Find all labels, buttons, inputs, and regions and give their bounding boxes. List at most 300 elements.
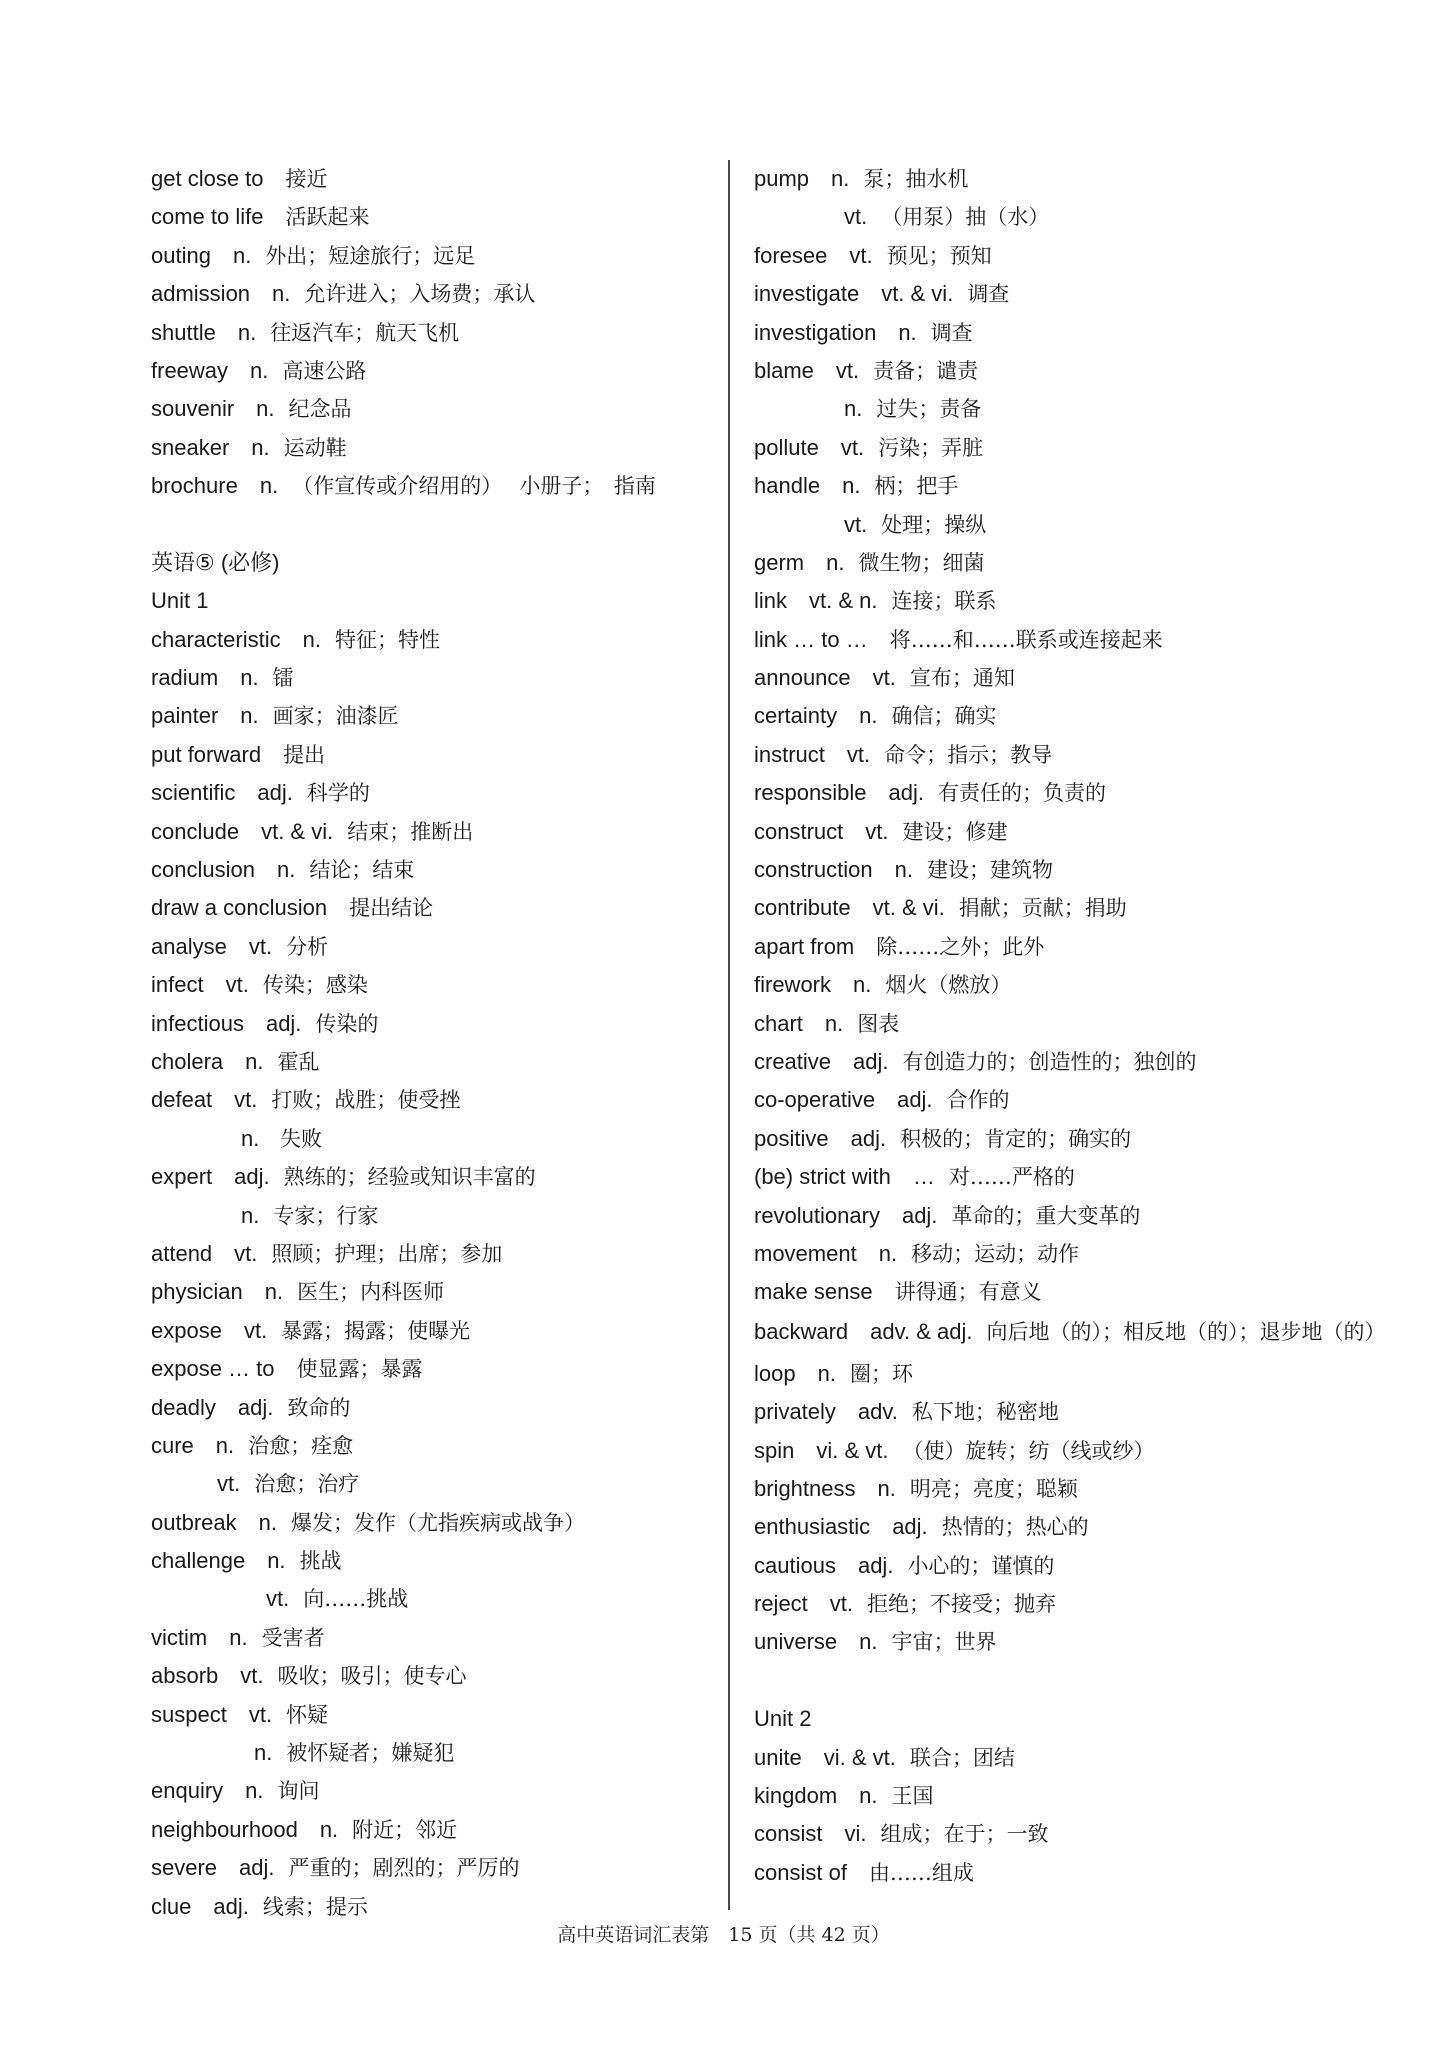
vocab-meaning: 特征；特性 <box>334 627 440 652</box>
part-of-speech: vt. <box>835 357 860 383</box>
vocab-entry <box>151 544 711 582</box>
part-of-speech: n. <box>245 1778 264 1804</box>
vocab-entry <box>151 275 711 313</box>
vocab-entry <box>754 1854 1394 1892</box>
vocab-entry <box>754 1005 1394 1043</box>
vocab-word: consist of <box>754 1859 847 1885</box>
vocab-entry <box>151 774 711 812</box>
part-of-speech: vt. <box>849 242 873 268</box>
part-of-speech: vi. & vt. <box>823 1744 896 1770</box>
part-of-speech: adv. <box>857 1399 898 1425</box>
vocab-word: kingdom <box>754 1783 838 1809</box>
vocab-word: construction <box>754 857 873 883</box>
vocab-entry <box>151 1811 711 1849</box>
vocab-entry <box>151 851 711 889</box>
vocab-meaning: 向……挑战 <box>303 1587 409 1612</box>
vocab-word: 英语⑤ (必修) <box>151 549 280 575</box>
vocab-word: consist <box>754 1821 823 1847</box>
vocab-word: brochure <box>151 473 238 499</box>
vocab-entry <box>151 928 711 966</box>
vocab-meaning: 图表 <box>857 1011 900 1036</box>
spacer <box>151 506 711 544</box>
vocab-meaning: 革命的；重大变革的 <box>951 1203 1141 1228</box>
spacer <box>754 1662 1394 1700</box>
vocab-meaning: 传染；感染 <box>262 973 368 998</box>
vocab-meaning: 受害者 <box>261 1625 325 1650</box>
vocab-word: challenge <box>151 1548 246 1574</box>
vocab-entry <box>151 390 711 428</box>
part-of-speech: n. <box>259 473 279 499</box>
vocab-word: privately <box>754 1399 836 1425</box>
vocab-meaning: 专家；行家 <box>273 1203 379 1228</box>
vocab-entry <box>151 621 711 659</box>
vocab-meaning: 组成；在于；一致 <box>880 1822 1049 1847</box>
vocab-word: admission <box>151 281 251 307</box>
vocab-meaning: 除……之外；此外 <box>876 934 1045 959</box>
vocab-meaning: 往返汽车；航天飞机 <box>270 320 460 345</box>
part-of-speech: adj. <box>850 1125 887 1151</box>
vocab-entry <box>754 966 1394 1004</box>
vocab-word: construct <box>754 818 844 844</box>
vocab-word: characteristic <box>151 626 281 652</box>
part-of-speech: adj. <box>888 780 924 806</box>
vocab-word: instruct <box>754 741 825 767</box>
vocab-entry <box>151 889 711 927</box>
vocab-word: absorb <box>151 1663 219 1689</box>
vocab-meaning: 确信；确实 <box>891 704 997 729</box>
vocab-entry <box>754 275 1394 313</box>
vocab-entry <box>151 1580 711 1618</box>
part-of-speech: n. <box>256 396 275 422</box>
part-of-speech: vt. <box>234 1240 258 1266</box>
vocab-entry <box>151 467 711 505</box>
vocab-word: outbreak <box>151 1509 237 1535</box>
vocab-word: positive <box>754 1125 829 1151</box>
vocab-meaning: 处理；操纵 <box>881 512 987 537</box>
part-of-speech: n. <box>254 1740 273 1766</box>
vocab-entry <box>151 1542 711 1580</box>
vocab-entry <box>151 352 711 390</box>
vocab-entry <box>151 1312 711 1350</box>
vocab-word: backward <box>754 1318 849 1344</box>
part-of-speech: adj. <box>234 1164 270 1190</box>
part-of-speech: vt. <box>846 741 871 767</box>
vocab-entry <box>151 1389 711 1427</box>
part-of-speech: n. <box>853 972 872 998</box>
vocab-meaning: 柄；把手 <box>874 474 959 499</box>
part-of-speech: n. <box>831 166 850 191</box>
part-of-speech: adj. <box>901 1202 938 1228</box>
part-of-speech: n. <box>878 1240 898 1266</box>
vocab-entry <box>151 429 711 467</box>
vocab-meaning: 熟练的；经验或知识丰富的 <box>283 1165 536 1190</box>
part-of-speech: n. <box>215 1432 235 1458</box>
part-of-speech: n. <box>824 1010 844 1036</box>
vocab-entry <box>754 813 1394 851</box>
vocab-meaning: 提出结论 <box>349 896 434 921</box>
part-of-speech: n. <box>859 1629 878 1655</box>
vocab-meaning: 线索；提示 <box>262 1894 368 1919</box>
vocab-meaning: 积极的；肯定的；确实的 <box>900 1126 1132 1151</box>
part-of-speech: n. <box>842 473 861 499</box>
part-of-speech: n. <box>877 1475 896 1501</box>
vocab-entry <box>754 697 1394 735</box>
part-of-speech: n. <box>319 1816 339 1842</box>
vocab-entry <box>151 1235 711 1273</box>
vocab-meaning: 霍乱 <box>277 1049 320 1074</box>
part-of-speech: n. <box>241 1202 260 1228</box>
vocab-entry <box>754 1081 1394 1119</box>
vocab-meaning: 对……严格的 <box>948 1165 1075 1190</box>
vocab-word: handle <box>754 473 821 499</box>
part-of-speech: adj. <box>265 1010 302 1036</box>
vocab-meaning: 医生；内科医师 <box>297 1280 445 1305</box>
vocab-entry <box>754 1235 1394 1273</box>
part-of-speech: vt. <box>829 1591 854 1617</box>
part-of-speech: vt. & vi. <box>881 281 954 307</box>
part-of-speech: n. <box>826 549 845 575</box>
part-of-speech: adj. <box>237 1394 274 1420</box>
vocab-entry <box>151 1081 711 1119</box>
part-of-speech: vt. <box>225 972 249 998</box>
part-of-speech: n. <box>817 1360 836 1386</box>
vocab-word: investigation <box>754 319 877 345</box>
vocab-word: clue <box>151 1893 192 1919</box>
part-of-speech: adj. <box>239 1855 275 1881</box>
vocab-word: shuttle <box>151 319 216 345</box>
vocab-word: brightness <box>754 1475 856 1501</box>
vocab-entry <box>151 1734 711 1772</box>
vocab-word: cure <box>151 1432 194 1458</box>
vocab-word: suspect <box>151 1701 227 1727</box>
vocab-word: chart <box>754 1010 803 1036</box>
part-of-speech: vt. & vi. <box>261 818 334 844</box>
vocab-meaning: 怀疑 <box>286 1702 329 1727</box>
vocab-meaning: 附近；邻近 <box>352 1817 458 1842</box>
vocab-meaning: 严重的；剧烈的；严厉的 <box>288 1856 520 1881</box>
part-of-speech: vt. <box>844 204 868 230</box>
vocab-meaning: 科学的 <box>306 781 370 806</box>
vocab-entry <box>754 851 1394 889</box>
vocab-word: cholera <box>151 1048 224 1074</box>
vocab-entry <box>151 1427 711 1465</box>
part-of-speech: n. <box>251 434 270 460</box>
part-of-speech: adj. <box>853 1048 889 1074</box>
vocab-meaning: 治愈；治疗 <box>254 1472 360 1497</box>
vocab-word: deadly <box>151 1394 216 1420</box>
part-of-speech: vt. <box>872 665 896 691</box>
vocab-word: come to life <box>151 204 264 230</box>
vocab-word: movement <box>754 1240 857 1266</box>
vocab-word: conclusion <box>151 857 255 883</box>
vocab-entry <box>754 544 1394 582</box>
vocab-word: announce <box>754 665 851 691</box>
part-of-speech: n. <box>232 242 252 268</box>
vocab-meaning: 挑战 <box>299 1549 342 1574</box>
vocab-word: neighbourhood <box>151 1816 298 1842</box>
vocab-entry <box>754 889 1394 927</box>
vocab-word: responsible <box>754 780 867 806</box>
vocab-meaning: 镭 <box>272 666 294 691</box>
vocab-meaning: 命令；指示；教导 <box>884 742 1053 767</box>
vocab-word: pollute <box>754 434 819 460</box>
vocab-meaning: 被怀疑者；嫌疑犯 <box>286 1741 455 1766</box>
vocab-word: expose <box>151 1317 222 1343</box>
vocab-word: firework <box>754 972 832 998</box>
vocab-entry <box>754 582 1394 620</box>
vocab-meaning: 使显露；暴露 <box>296 1357 423 1382</box>
vocab-meaning: 向后地（的）；相反地（的）；退步地（的） <box>986 1319 1386 1344</box>
vocab-meaning: （作宣传或介绍用的） 小册子； 指南 <box>292 474 656 499</box>
right-column <box>754 160 1394 1892</box>
vocab-entry <box>754 1739 1394 1777</box>
vocab-word: infect <box>151 972 204 998</box>
vocab-entry <box>754 1312 1394 1355</box>
vocab-meaning: 热情的；热心的 <box>941 1515 1089 1540</box>
vocab-meaning: 污染；弄脏 <box>878 435 984 460</box>
vocab-meaning: 高速公路 <box>282 358 367 383</box>
vocab-meaning: （使）旋转；纺（线或纱） <box>902 1438 1155 1463</box>
part-of-speech: adj. <box>897 1087 933 1113</box>
vocab-meaning: 小心的；谨慎的 <box>907 1553 1055 1578</box>
vocab-word: universe <box>754 1629 838 1655</box>
part-of-speech: n. <box>844 396 863 422</box>
vocab-entry <box>754 1158 1394 1196</box>
vocab-meaning: 传染的 <box>315 1011 379 1036</box>
vocab-entry <box>151 1043 711 1081</box>
vocab-word: certainty <box>754 703 838 729</box>
part-of-speech: adj. <box>892 1514 928 1540</box>
vocab-word: foresee <box>754 242 828 268</box>
part-of-speech: n. <box>276 857 296 883</box>
vocab-entry <box>151 1197 711 1235</box>
vocab-entry <box>151 1465 711 1503</box>
vocab-entry <box>754 928 1394 966</box>
vocab-entry <box>151 1273 711 1311</box>
vocab-word: apart from <box>754 933 855 959</box>
part-of-speech: vt. <box>840 434 865 460</box>
vocab-entry <box>754 467 1394 505</box>
vocab-meaning: 暴露；揭露；使曝光 <box>281 1318 471 1343</box>
part-of-speech: adj. <box>257 780 293 806</box>
vocab-meaning: 允许进入；入场费；承认 <box>304 282 536 307</box>
vocab-entry <box>754 352 1394 390</box>
part-of-speech: … <box>912 1164 935 1190</box>
vocab-word: Unit 1 <box>151 588 209 614</box>
vocab-entry <box>754 1470 1394 1508</box>
vocab-meaning: 活跃起来 <box>285 205 370 230</box>
vocab-word: contribute <box>754 895 851 921</box>
part-of-speech: adv. & adj. <box>870 1318 973 1344</box>
vocab-meaning: 失败 <box>273 1126 323 1151</box>
vocab-word: sneaker <box>151 434 230 460</box>
vocab-meaning: 拒绝；不接受；抛弃 <box>867 1592 1057 1617</box>
vocab-word: analyse <box>151 933 227 959</box>
column-divider <box>728 160 730 1910</box>
vocab-meaning: （用泵）抽（水） <box>881 205 1050 230</box>
vocab-word: radium <box>151 665 219 691</box>
part-of-speech: n. <box>241 1125 260 1151</box>
vocab-entry <box>151 198 711 236</box>
part-of-speech: n. <box>859 1783 878 1809</box>
vocab-word: victim <box>151 1624 208 1650</box>
part-of-speech: vi. & vt. <box>816 1437 889 1463</box>
part-of-speech: vt. <box>248 933 273 959</box>
vocab-entry <box>151 237 711 275</box>
vocab-meaning: 联合；团结 <box>909 1745 1015 1770</box>
vocab-meaning: 调查 <box>967 282 1010 307</box>
vocab-meaning: 致命的 <box>287 1395 351 1420</box>
vocab-meaning: 分析 <box>286 934 329 959</box>
part-of-speech: n. <box>258 1509 277 1535</box>
vocab-meaning: 圈；环 <box>849 1361 913 1386</box>
vocab-meaning: 合作的 <box>946 1088 1010 1113</box>
vocab-meaning: 运动鞋 <box>283 435 347 460</box>
vocab-word: germ <box>754 549 805 575</box>
vocab-word: link <box>754 588 788 614</box>
vocab-meaning: 建设；修建 <box>902 819 1008 844</box>
vocab-word: outing <box>151 242 211 268</box>
vocab-meaning: 微生物；细菌 <box>858 550 985 575</box>
vocab-word: Unit 2 <box>754 1706 812 1732</box>
part-of-speech: n. <box>272 281 291 307</box>
vocab-word: attend <box>151 1240 213 1266</box>
vocab-meaning: 明亮；亮度；聪颖 <box>909 1476 1078 1501</box>
vocab-entry <box>151 1005 711 1043</box>
vocab-entry <box>151 160 711 198</box>
part-of-speech: adj. <box>213 1893 249 1919</box>
part-of-speech: n. <box>250 357 269 383</box>
vocab-meaning: 外出；短途旅行；远足 <box>265 243 476 268</box>
vocab-entry <box>754 160 1394 198</box>
vocab-word: expert <box>151 1164 213 1190</box>
part-of-speech: vt. & n. <box>809 588 878 614</box>
vocab-entry <box>151 1657 711 1695</box>
vocab-word: painter <box>151 703 219 729</box>
vocab-meaning: 结束；推断出 <box>347 819 474 844</box>
vocab-meaning: 结论；结束 <box>309 858 415 883</box>
vocab-meaning: 照顾；护理；出席；参加 <box>271 1241 503 1266</box>
vocab-entry <box>754 390 1394 428</box>
part-of-speech: adj. <box>857 1552 894 1578</box>
left-column <box>151 160 711 1926</box>
vocab-entry <box>754 1777 1394 1815</box>
vocab-entry <box>754 429 1394 467</box>
vocab-meaning: 连接；联系 <box>891 589 997 614</box>
vocab-word: scientific <box>151 780 236 806</box>
vocab-meaning: 由……组成 <box>868 1860 974 1885</box>
vocab-word: enquiry <box>151 1778 224 1804</box>
vocab-meaning: 吸收；吸引；使专心 <box>277 1664 467 1689</box>
vocab-entry <box>151 1158 711 1196</box>
vocab-meaning: 责备；谴责 <box>873 358 979 383</box>
vocab-entry <box>754 621 1394 659</box>
vocab-entry <box>151 1619 711 1657</box>
part-of-speech: vi. <box>844 1821 867 1847</box>
vocab-word: make sense <box>754 1279 873 1305</box>
part-of-speech: n. <box>302 626 321 652</box>
vocab-meaning: 调查 <box>930 320 973 345</box>
vocab-meaning: 治愈；痊愈 <box>248 1433 354 1458</box>
vocab-word: pump <box>754 166 810 191</box>
vocab-entry <box>754 1508 1394 1546</box>
vocab-meaning: 画家；油漆匠 <box>272 704 399 729</box>
vocab-entry <box>151 697 711 735</box>
vocab-entry <box>151 1350 711 1388</box>
vocab-entry <box>754 506 1394 544</box>
part-of-speech: vt. <box>865 818 889 844</box>
vocab-word: creative <box>754 1048 832 1074</box>
vocab-word: infectious <box>151 1010 244 1036</box>
vocab-meaning: 移动；运动；动作 <box>911 1241 1080 1266</box>
vocab-entry <box>754 198 1394 236</box>
part-of-speech: n. <box>264 1279 284 1305</box>
vocab-entry <box>151 1696 711 1734</box>
vocab-entry <box>754 1197 1394 1235</box>
vocab-word: co-operative <box>754 1087 876 1113</box>
vocab-meaning: 私下地；秘密地 <box>911 1400 1059 1425</box>
part-of-speech: vt. <box>217 1471 241 1497</box>
vocab-entry <box>754 1815 1394 1853</box>
part-of-speech: vt. <box>266 1586 290 1612</box>
vocab-meaning: 讲得通；有意义 <box>894 1280 1042 1305</box>
vocab-word: get close to <box>151 166 264 191</box>
vocab-meaning: 捐献；贡献；捐助 <box>958 896 1127 921</box>
vocab-entry <box>754 774 1394 812</box>
part-of-speech: n. <box>898 319 917 345</box>
vocab-entry <box>151 1504 711 1542</box>
part-of-speech: n. <box>894 857 913 883</box>
vocab-word: cautious <box>754 1552 836 1578</box>
vocab-entry <box>151 1772 711 1810</box>
vocab-entry <box>151 1120 711 1158</box>
vocab-entry <box>151 1849 711 1887</box>
vocab-meaning: 有责任的；负责的 <box>938 781 1106 806</box>
vocab-meaning: 接近 <box>285 167 328 191</box>
vocab-entry <box>754 659 1394 697</box>
part-of-speech: vt. <box>844 511 868 537</box>
vocab-entry <box>151 966 711 1004</box>
vocab-word: physician <box>151 1279 243 1305</box>
vocab-entry <box>754 237 1394 275</box>
part-of-speech: vt. <box>240 1663 264 1689</box>
part-of-speech: n. <box>267 1548 286 1574</box>
vocab-meaning: 将……和……联系或连接起来 <box>889 627 1163 652</box>
vocab-meaning: 建设；建筑物 <box>926 858 1053 883</box>
vocab-word: blame <box>754 357 814 383</box>
vocab-word: link … to … <box>754 626 868 652</box>
vocab-word: put forward <box>151 741 262 767</box>
part-of-speech: vt. <box>248 1701 273 1727</box>
vocab-entry <box>151 582 711 620</box>
part-of-speech: n. <box>237 319 257 345</box>
vocab-entry <box>754 314 1394 352</box>
vocab-word: severe <box>151 1855 218 1881</box>
vocab-entry <box>754 736 1394 774</box>
vocab-meaning: 提出 <box>283 742 326 767</box>
part-of-speech: n. <box>859 703 878 729</box>
vocab-entry <box>754 1623 1394 1661</box>
vocab-word: freeway <box>151 357 229 383</box>
vocab-entry <box>754 1585 1394 1623</box>
vocab-entry <box>151 736 711 774</box>
vocab-word: reject <box>754 1591 808 1617</box>
vocab-entry <box>151 813 711 851</box>
vocab-word: souvenir <box>151 396 235 422</box>
vocab-meaning: 打败；战胜；使受挫 <box>271 1088 461 1113</box>
vocab-word: enthusiastic <box>754 1514 871 1540</box>
vocab-word: draw a conclusion <box>151 895 328 921</box>
